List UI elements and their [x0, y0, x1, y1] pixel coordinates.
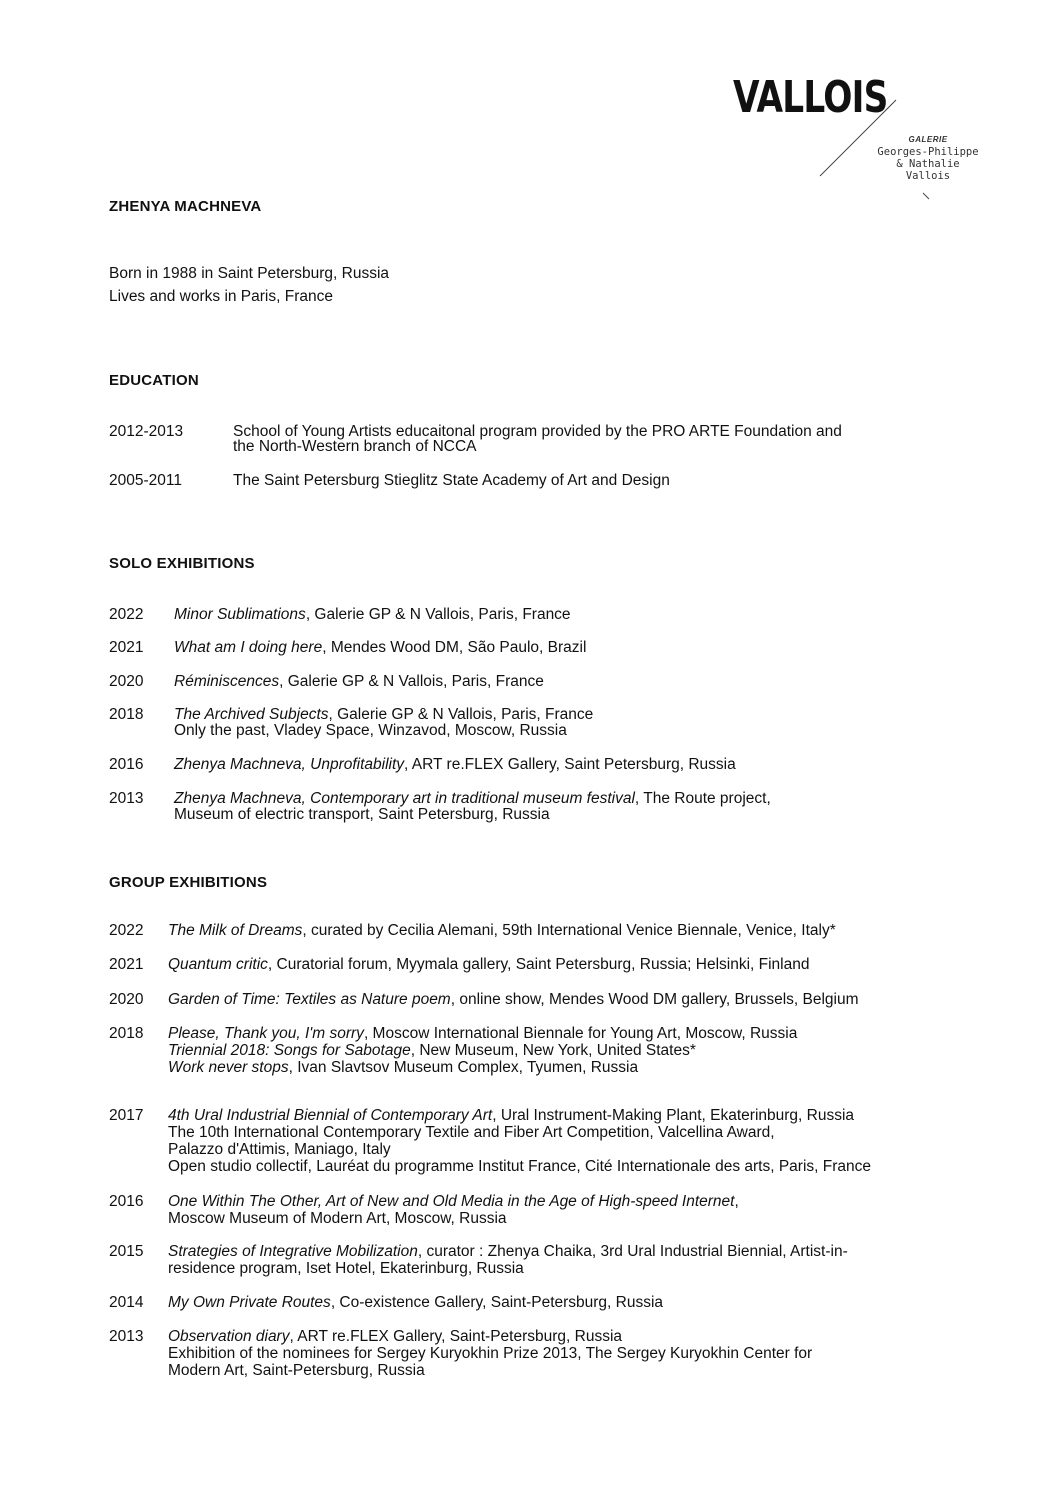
solo-entry [174, 756, 736, 773]
artist-born: Born in 1988 in Saint Petersburg, Russia [109, 265, 390, 282]
artist-lives: Lives and works in Paris, France [109, 288, 333, 305]
education-entry-cont: the North-Western branch of NCCA [233, 438, 477, 455]
group-entry [168, 956, 809, 973]
artist-name: ZHENYA MACHNEVA [109, 198, 262, 215]
exhibition-details: , curated by Cecilia Alemani, 59th International Venice Biennale, Venice, Italy* [302, 922, 836, 939]
group-entry [168, 1328, 622, 1345]
group-year: 2013 [109, 1328, 144, 1345]
group-heading: GROUP EXHIBITIONS [109, 874, 268, 891]
exhibition-title: The Archived Subjects [174, 706, 329, 723]
education-entry: School of Young Artists educaitonal program provided by the PRO ARTE Foundation and [233, 423, 842, 440]
exhibition-details: , Curatorial forum, Myymala gallery, Saint Petersburg, Russia; Helsinki, Finland [267, 956, 810, 973]
exhibition-title: Triennial 2018: Songs for Sabotage [168, 1042, 411, 1059]
solo-heading: SOLO EXHIBITIONS [109, 555, 255, 572]
solo-entry [174, 706, 593, 723]
group-year: 2020 [109, 991, 144, 1008]
group-year: 2015 [109, 1243, 144, 1260]
group-entry-cont: Modern Art, Saint-Petersburg, Russia [168, 1362, 425, 1379]
exhibition-title: Zhenya Machneva, Contemporary art in traditional museum festival [174, 790, 635, 807]
exhibition-details: , Galerie GP & N Vallois, Paris, France [279, 673, 544, 690]
solo-entry-cont: Museum of electric transport, Saint Petersburg, Russia [174, 806, 550, 823]
group-entry-cont: residence program, Iset Hotel, Ekaterinburg, Russia [168, 1260, 524, 1277]
logo-galerie-label: GALERIE [908, 135, 948, 144]
exhibition-details: , curator : Zhenya Chaika, 3rd Ural Industrial Biennial, Artist-in- [417, 1243, 848, 1260]
logo-line-1: Georges-Philippe [877, 146, 979, 158]
group-year: 2022 [109, 922, 144, 939]
exhibition-details: , online show, Mendes Wood DM gallery, Brussels, Belgium [450, 991, 859, 1008]
logo-line-2: & Nathalie [896, 158, 960, 170]
exhibition-details: , ART re.FLEX Gallery, Saint-Petersburg, Russia [289, 1328, 623, 1345]
group-entry-cont: Exhibition of the nominees for Sergey Kuryokhin Prize 2013, The Sergey Kuryokhin Center for [168, 1345, 813, 1362]
group-entry-cont [168, 1059, 638, 1076]
group-entry-cont: Moscow Museum of Modern Art, Moscow, Russia [168, 1210, 507, 1227]
group-entry-cont: Open studio collectif, Lauréat du programme Institut France, Cité Internationale des arts, Paris, France [168, 1158, 872, 1175]
group-year: 2021 [109, 956, 144, 973]
logo-tick-icon [922, 192, 932, 202]
exhibition-details: , New Museum, New York, United States* [410, 1042, 696, 1059]
exhibition-title: Observation diary [168, 1328, 290, 1345]
group-entry-cont [168, 1042, 696, 1059]
group-year: 2018 [109, 1025, 144, 1042]
exhibition-title: My Own Private Routes [168, 1294, 331, 1311]
group-year: 2014 [109, 1294, 144, 1311]
exhibition-details: , Ural Instrument-Making Plant, Ekaterinburg, Russia [492, 1107, 855, 1124]
exhibition-details: , Mendes Wood DM, São Paulo, Brazil [322, 639, 587, 656]
solo-year: 2016 [109, 756, 144, 773]
exhibition-title: Zhenya Machneva, Unprofitability [174, 756, 405, 773]
exhibition-title: Work never stops [168, 1059, 289, 1076]
solo-entry [174, 639, 586, 656]
solo-year: 2021 [109, 639, 144, 656]
group-entry-cont: The 10th International Contemporary Textile and Fiber Art Competition, Valcellina Award, [168, 1124, 775, 1141]
group-entry [168, 1193, 739, 1210]
exhibition-title: Strategies of Integrative Mobilization [168, 1243, 418, 1260]
exhibition-title: Quantum critic [168, 956, 268, 973]
group-year: 2017 [109, 1107, 144, 1124]
solo-year: 2018 [109, 706, 144, 723]
education-year: 2005-2011 [109, 472, 182, 489]
exhibition-details: , Galerie GP & N Vallois, Paris, France [305, 606, 571, 623]
gallery-logo-wordmark: VALLOIS [733, 72, 888, 123]
exhibition-title: 4th Ural Industrial Biennial of Contemporary Art [168, 1107, 493, 1124]
solo-entry-cont: Only the past, Vladey Space, Winzavod, Moscow, Russia [174, 722, 567, 739]
group-entry [168, 922, 836, 939]
exhibition-title: One Within The Other, Art of New and Old Media in the Age of High-speed Internet [168, 1193, 735, 1210]
exhibition-details: , [734, 1193, 739, 1210]
solo-year: 2020 [109, 673, 144, 690]
exhibition-title: Minor Sublimations [174, 606, 306, 623]
exhibition-details: , Moscow International Biennale for Young Art, Moscow, Russia [363, 1025, 798, 1042]
group-entry [168, 1294, 663, 1311]
group-entry [168, 1025, 797, 1042]
solo-year: 2013 [109, 790, 144, 807]
exhibition-title: Garden of Time: Textiles as Nature poem [168, 991, 451, 1008]
exhibition-details: , The Route project, [634, 790, 771, 807]
group-entry [168, 1243, 848, 1260]
education-heading: EDUCATION [109, 372, 199, 389]
solo-entry [174, 673, 544, 690]
solo-entry [174, 790, 771, 807]
solo-year: 2022 [109, 606, 144, 623]
education-year: 2012-2013 [109, 423, 184, 440]
solo-entry [174, 606, 571, 623]
exhibition-details: , Co-existence Gallery, Saint-Petersburg, Russia [330, 1294, 664, 1311]
exhibition-details: , Ivan Slavtsov Museum Complex, Tyumen, Russia [288, 1059, 639, 1076]
group-entry [168, 1107, 854, 1124]
group-year: 2016 [109, 1193, 144, 1210]
exhibition-title: Réminiscences [174, 673, 280, 690]
education-entry: The Saint Petersburg Stieglitz State Academy of Art and Design [233, 472, 670, 489]
exhibition-title: What am I doing here [174, 639, 323, 656]
group-entry [168, 991, 859, 1008]
group-entry-cont: Palazzo d'Attimis, Maniago, Italy [168, 1141, 391, 1158]
exhibition-details: , Galerie GP & N Vallois, Paris, France [328, 706, 594, 723]
gallery-logo-text [873, 134, 983, 182]
exhibition-details: , ART re.FLEX Gallery, Saint Petersburg, Russia [404, 756, 736, 773]
logo-line-3: Vallois [905, 170, 951, 182]
exhibition-title: The Milk of Dreams [168, 922, 303, 939]
exhibition-title: Please, Thank you, I'm sorry [168, 1025, 364, 1042]
